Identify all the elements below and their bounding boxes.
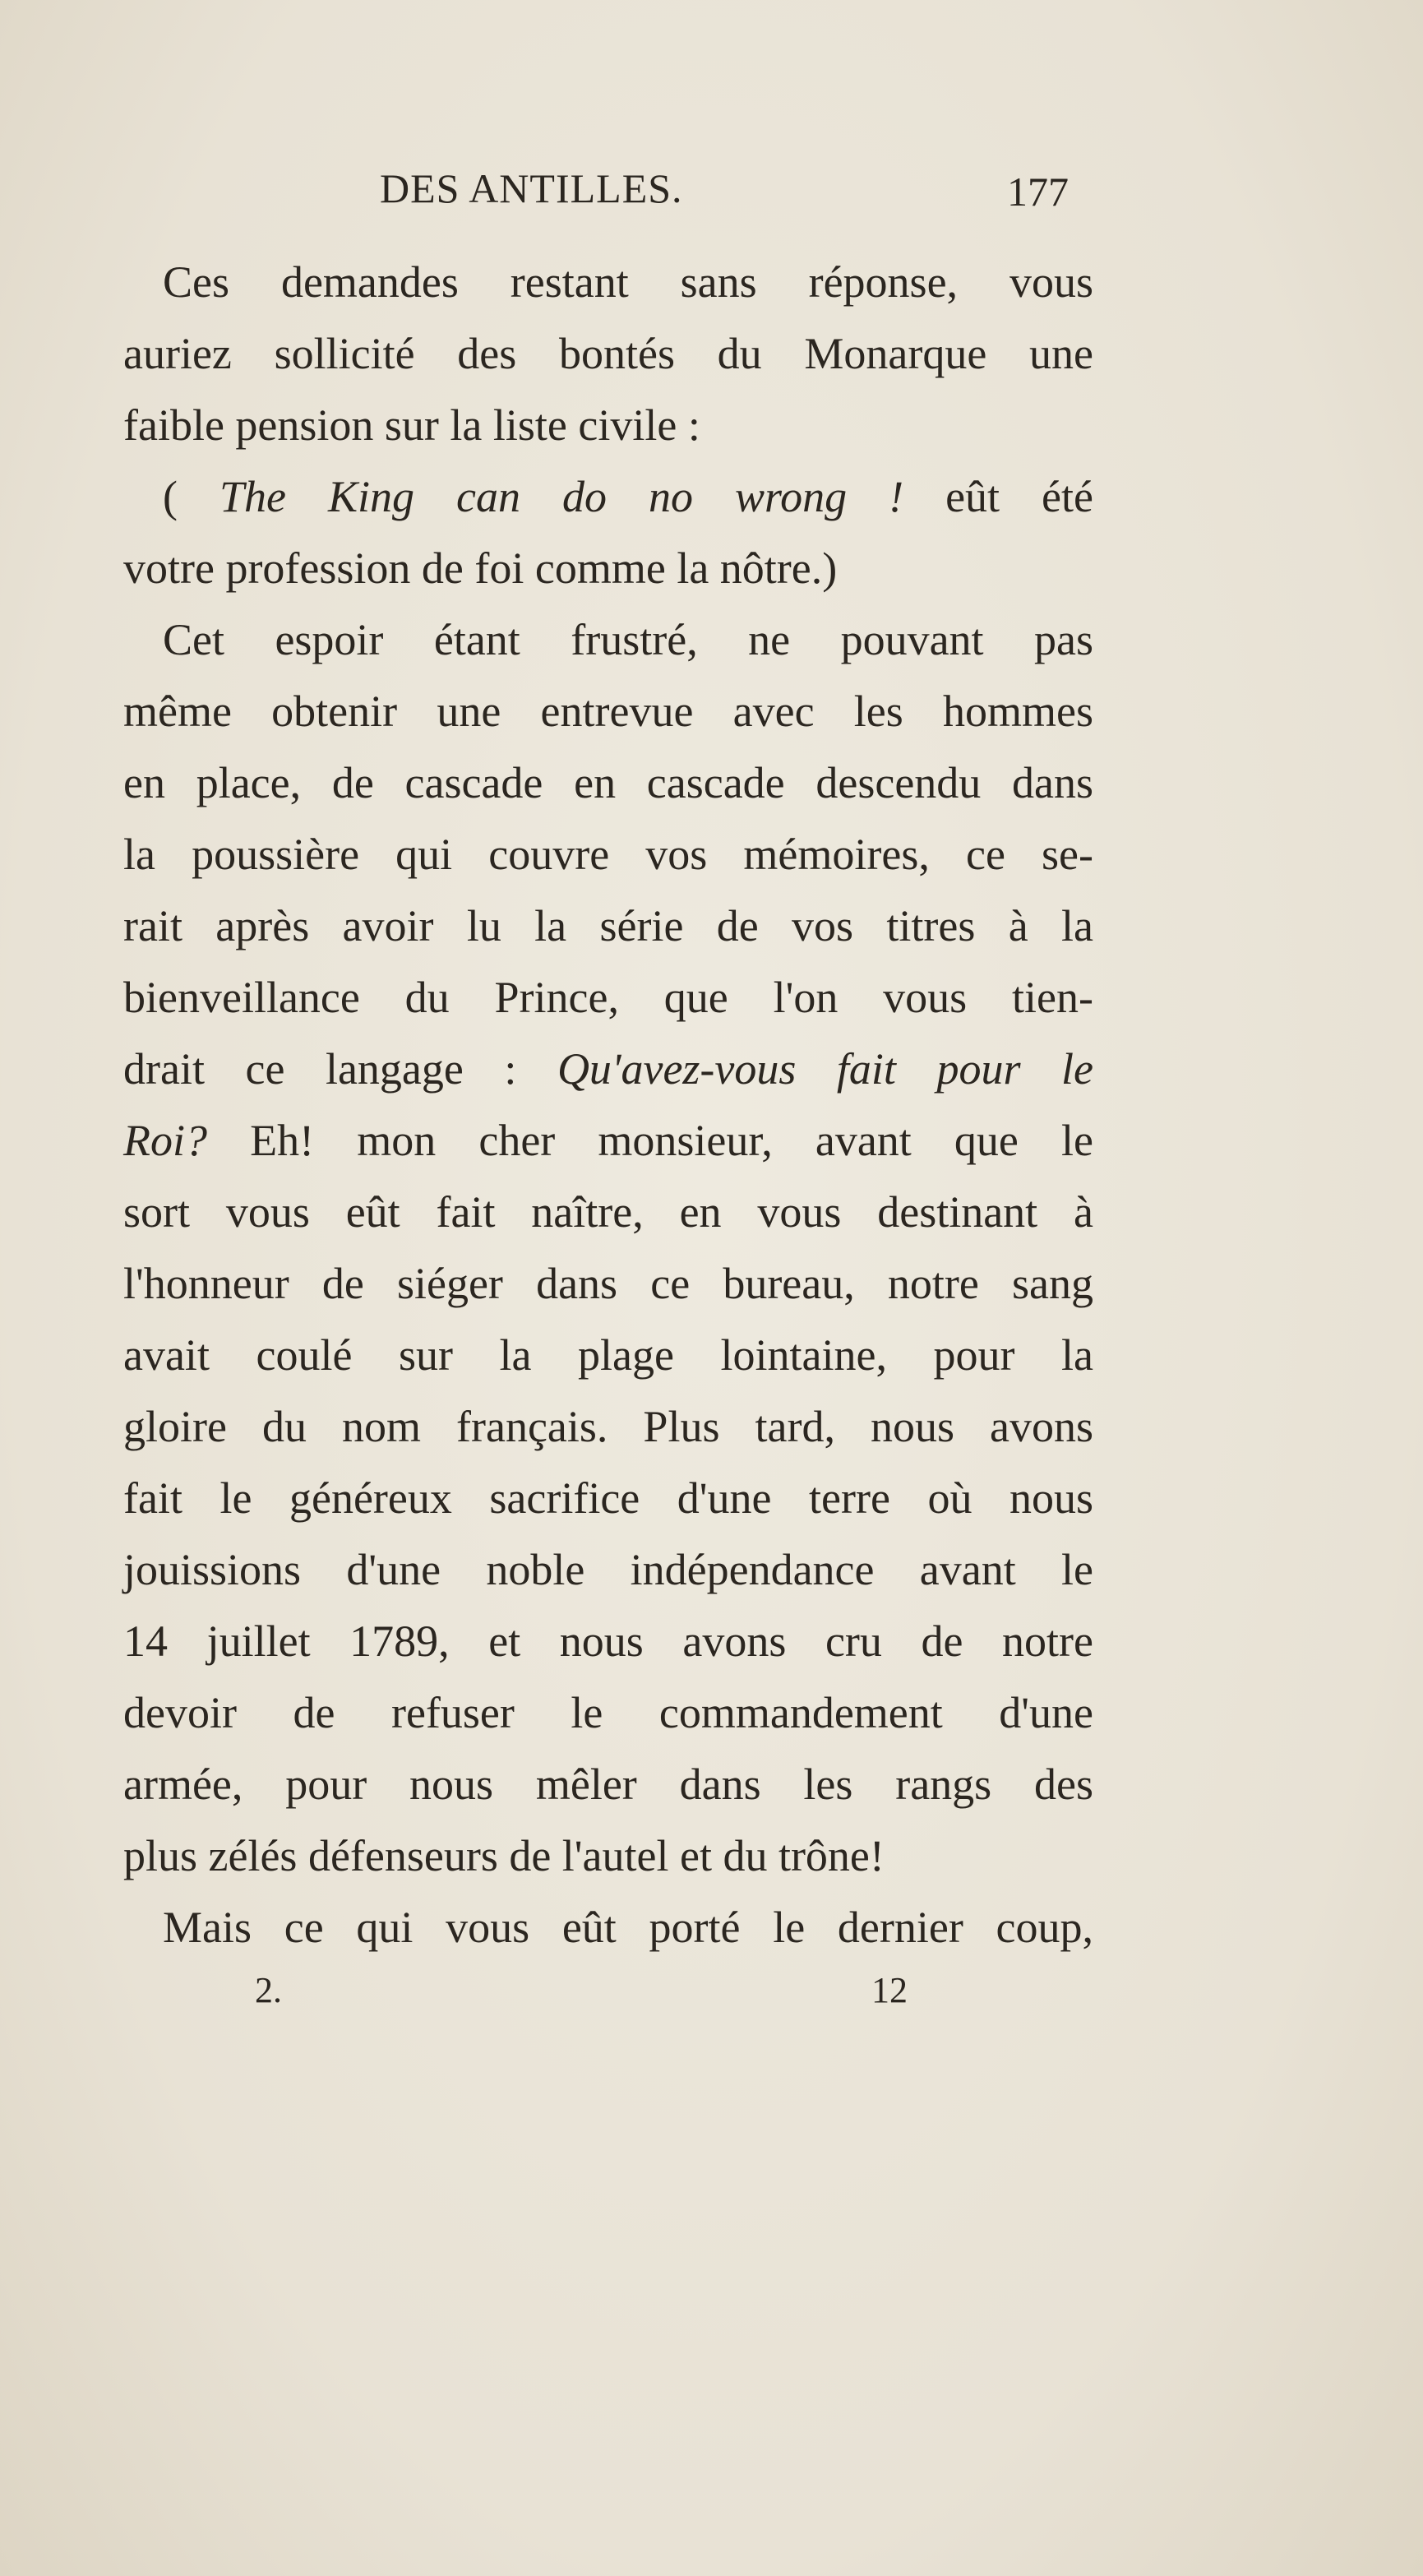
text-line [123,247,1093,318]
text-segment: gloire du nom français. Plus tard, nous avons [123,1402,1093,1451]
text-line [123,1534,1093,1606]
page-header [123,164,1093,222]
running-title: DES ANTILLES. [380,165,683,211]
text-line [123,604,1093,676]
text-line [123,747,1093,819]
text-segment: votre profession de foi comme la nôtre.) [123,543,838,593]
text-segment: jouissions d'une noble indépendance avant le [123,1545,1093,1594]
text-line [123,1677,1093,1749]
italic-text: Qu'avez-vous fait pour le [557,1044,1093,1094]
text-segment: bienveillance du Prince, que l'on vous tien- [123,973,1093,1022]
text-segment: drait ce langage : [123,1044,557,1094]
text-segment: ( [163,472,219,521]
text-line [123,390,1093,461]
text-line [123,1320,1093,1391]
text-segment: 14 juillet 1789, et nous avons cru de notre [123,1616,1093,1666]
text-segment: avait coulé sur la plage lointaine, pour la [123,1330,1093,1380]
text-line [123,1105,1093,1177]
text-segment: Eh! mon cher monsieur, avant que le [207,1116,1093,1165]
sheet-number: 12 [871,1970,908,2010]
text-segment: en place, de cascade en cascade descendu dans [123,758,1093,807]
text-segment: fait le généreux sacrifice d'une terre où nous [123,1473,1093,1523]
text-line [123,1248,1093,1320]
text-segment: sort vous eût fait naître, en vous destinant à [123,1187,1093,1237]
text-segment: Ces demandes restant sans réponse, vous [163,257,1093,307]
text-segment: faible pension sur la liste civile : [123,400,700,450]
text-segment: la poussière qui couvre vos mémoires, ce se- [123,830,1093,879]
text-line [123,461,1093,533]
signature-mark: 2. [255,1970,282,2010]
body-text [123,247,1093,1963]
text-segment: l'honneur de siéger dans ce bureau, notre sang [123,1259,1093,1308]
text-line [123,962,1093,1034]
italic-text: The King can do no wrong ! [219,472,904,521]
text-segment: rait après avoir lu la série de vos titres à la [123,901,1093,950]
text-line [123,1034,1093,1105]
italic-text: Roi? [123,1116,207,1165]
text-line [123,533,1093,604]
text-line [123,1391,1093,1463]
text-line [123,1606,1093,1677]
text-segment: plus zélés défenseurs de l'autel et du trône! [123,1831,885,1880]
text-segment: eût été [903,472,1093,521]
text-segment: Mais ce qui vous eût porté le dernier coup, [163,1903,1093,1952]
text-segment: même obtenir une entrevue avec les hommes [123,687,1093,736]
text-line [123,1463,1093,1534]
text-line [123,676,1093,747]
text-line [123,819,1093,890]
text-segment: auriez sollicité des bontés du Monarque une [123,329,1093,378]
page-number: 177 [1007,169,1069,215]
text-segment: Cet espoir étant frustré, ne pouvant pas [163,615,1093,664]
text-segment: devoir de refuser le commandement d'une [123,1688,1093,1737]
text-line [123,1749,1093,1820]
text-line [123,1177,1093,1248]
text-line [123,890,1093,962]
text-line [123,1820,1093,1892]
text-segment: armée, pour nous mêler dans les rangs des [123,1760,1093,1809]
text-line [123,318,1093,390]
text-line [123,1892,1093,1963]
